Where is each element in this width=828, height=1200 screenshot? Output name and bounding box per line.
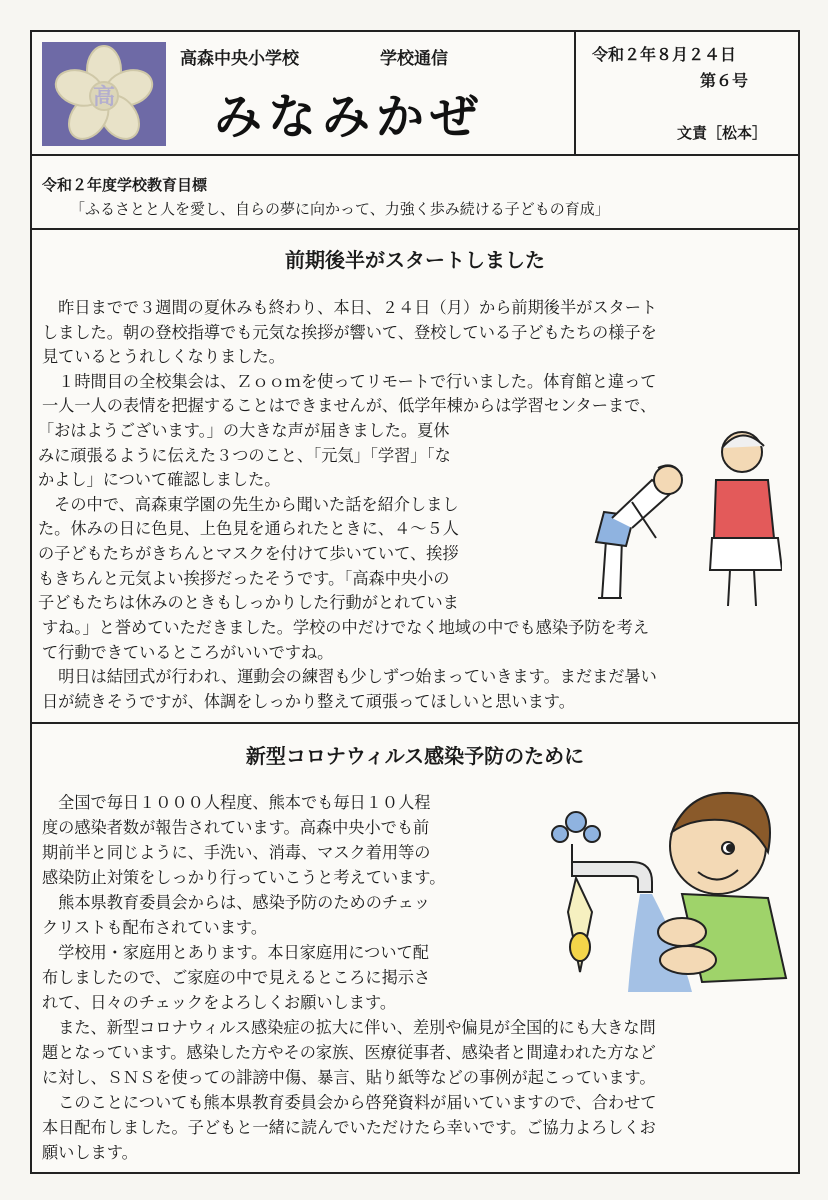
body-line: の子どもたちがきちんとマスクを付けて歩いていて、挨拶 — [38, 543, 459, 563]
body-line: 本日配布しました。子どもと一緒に読んでいただけたら幸いです。ご協力よろしくお — [42, 1118, 656, 1137]
svg-text:高: 高 — [92, 85, 116, 110]
body-line: 題となっています。感染した方やその家族、医療従事者、感染者と間違われた方など — [42, 1043, 656, 1062]
school-name: 高森中央小学校 — [180, 49, 299, 69]
article-body-bottom — [42, 616, 657, 714]
body-line: 明日は結団式が行われ、運動会の練習も少しずつ始まっていきます。まだまだ暑い — [42, 667, 657, 687]
article-body-bottom — [42, 1015, 656, 1165]
cherry-blossom-icon — [42, 42, 166, 146]
author-credit: 文責［松本］ — [677, 124, 768, 142]
body-line: しました。朝の登校指導でも元気な挨拶が響いて、登校している子どもたちの様子を — [42, 322, 657, 342]
body-line: みに頑張るように伝えた３つのこと、「元気」「学習」「な — [38, 445, 451, 465]
bowing-child-illustration — [582, 420, 782, 610]
body-line: このことについても熊本県教育委員会から啓発資料が届いていますので、合わせて — [42, 1093, 657, 1112]
body-line: 一人一人の表情を把握することはできませんが、低学年棟からは学習センターまで、 — [42, 396, 657, 416]
header-divider — [574, 32, 576, 154]
body-line: すね。」と誉めていただきました。学校の中だけでなく地域の中でも感染予防を考え — [42, 618, 650, 637]
newsletter-header — [30, 30, 800, 156]
body-line: 全国で毎日１０００人程度、熊本でも毎日１０人程 — [42, 793, 431, 812]
body-line: 期前半と同じように、手洗い、消毒、マスク着用等の — [42, 843, 431, 862]
article-body-narrow — [38, 419, 459, 616]
body-line: 見ているとうれしくなりました。 — [42, 347, 285, 367]
article-body-narrow — [42, 790, 445, 1015]
article-title: 前期後半がスタートしました — [285, 248, 545, 272]
newsletter-label: 学校通信 — [380, 49, 448, 69]
body-line: １時間目の全校集会は、Ｚｏｏｍを使ってリモートで行いました。体育館と違って — [42, 371, 657, 391]
body-line: に対し、ＳＮＳを使っての誹謗中傷、暴言、貼り紙等などの事例が起こっています。 — [42, 1068, 656, 1087]
issue-date: 令和２年８月２４日 — [592, 45, 737, 64]
body-line: 熊本県教育委員会からは、感染予防のためのチェッ — [42, 893, 431, 912]
newsletter-title: みなみかぜ — [214, 89, 485, 145]
body-line: て行動できているところがいいですね。 — [42, 642, 334, 662]
school-logo — [42, 42, 166, 146]
body-line: 学校用・家庭用とあります。本日家庭用について配 — [42, 943, 429, 962]
body-line: かよし」について確認しました。 — [38, 470, 281, 490]
article-title: 新型コロナウィルス感染予防のために — [245, 744, 585, 768]
issue-number: 第６号 — [700, 71, 749, 90]
body-line: 度の感染者数が報告されています。高森中央小でも前 — [42, 818, 430, 837]
goal-text: 「ふるさとと人を愛し、自らの夢に向かって、力強く歩み続ける子どもの育成」 — [70, 200, 610, 218]
article-covid-prevention — [30, 724, 800, 1174]
body-line: 布しましたので、ご家庭の中で見えるところに掲示さ — [42, 968, 431, 987]
body-line: 「おはようございます。」の大きな声が届きました。夏休 — [38, 421, 450, 440]
body-line: その中で、高森東学園の先生から聞いた話を紹介しまし — [38, 494, 459, 514]
body-line: 昨日までで３週間の夏休みも終わり、本日、２４日（月）から前期後半がスタート — [42, 298, 658, 317]
school-goal-box — [30, 156, 800, 230]
article-body-top — [42, 296, 657, 419]
body-line: 願いします。 — [42, 1143, 138, 1162]
body-line: 子どもたちは休みのときもしっかりした行動がとれていま — [38, 593, 459, 613]
body-line: 感染防止対策をしっかり行っていこうと考えています。 — [42, 868, 446, 887]
handwashing-boy-illustration — [532, 782, 792, 1012]
body-line: 日が続きそうですが、体調をしっかり整えて頑張ってほしいと思います。 — [42, 691, 575, 711]
body-line: た。休みの日に色見、上色見を通られたときに、４～５人 — [38, 519, 459, 539]
goal-title: 令和２年度学校教育目標 — [42, 176, 208, 194]
body-line: クリストも配布されています。 — [42, 918, 268, 937]
body-line: もきちんと元気よい挨拶だったそうです。「高森中央小の — [38, 568, 450, 588]
body-line: れて、日々のチェックをよろしくお願いします。 — [42, 993, 397, 1012]
article-term-start — [30, 230, 800, 724]
body-line: また、新型コロナウィルス感染症の拡大に伴い、差別や偏見が全国的にも大きな問 — [42, 1018, 656, 1037]
